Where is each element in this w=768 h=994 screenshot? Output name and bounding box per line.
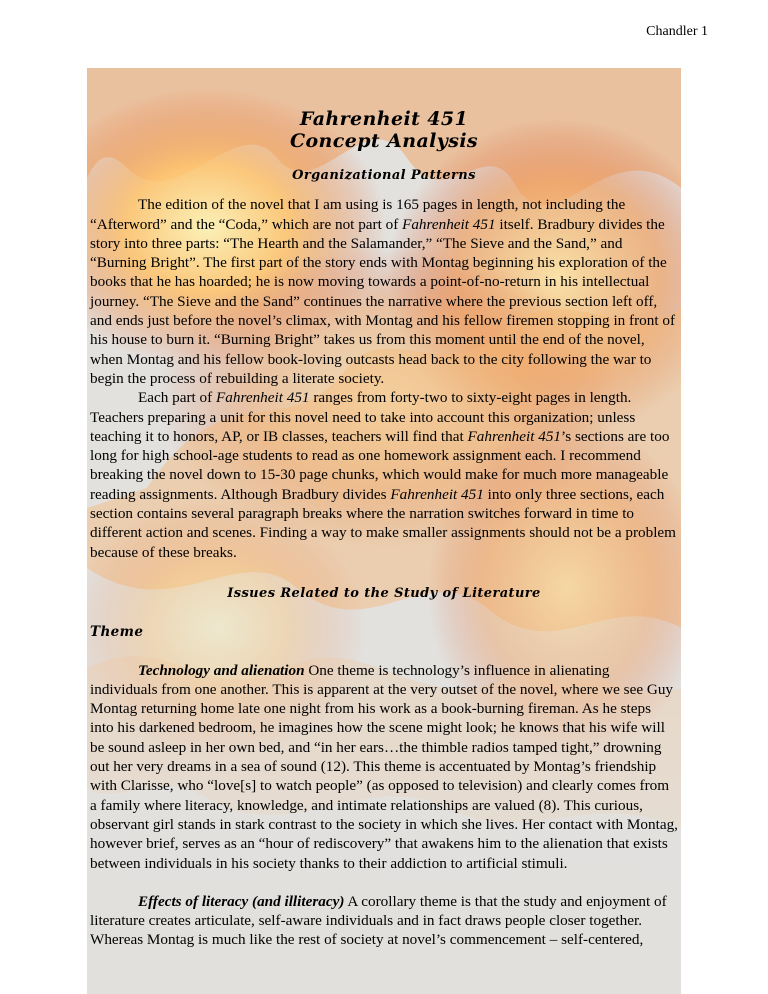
paragraph-section-lengths: Each part of Fahrenheit 451 ranges from forty-two to sixty-eight pages in length. Teachers preparing a unit for this novel need to take into account this organization; unless teaching it to honors, AP, or IB classes, teachers will find that Fahrenheit 451’s sections are too long for high school-age students to read as one homework assignment each. I recommend breaking the novel down to 15-30 page chunks, which would make for much more manageable reading assignments. Although Bradbury divides Fahrenheit 451 into only three sections, each section contains several paragraph breaks where the narration switches forward in time to different action and scenes. Finding a way to make smaller assignments should not be a problem because of these breaks. [90,389,676,561]
theme-lead-literacy: Effects of literacy (and illiteracy) [138,892,345,910]
paragraph-effects-literacy: Effects of literacy (and illiteracy) A corollary theme is that the study and enjoyment of literature creates articulate, self-aware individuals and in fact draws people closer together. Whereas Montag is much like the rest of society at novel’s commencement – self-centered, [90,892,667,949]
title-line-1: Fahrenheit 451 [299,108,469,130]
theme-lead-technology: Technology and alienation [138,661,305,679]
subsection-heading-theme: Theme [90,624,144,641]
paragraph-technology-alienation: Technology and alienation One theme is technology’s influence in alienating individuals from one another. This is apparent at the very outset of the novel, where we see Guy Montag returning home late one night from his work as a book-burning fireman. As he steps into his darkened bedroom, he imagines how the scene might look; he knows that his wife will be sound asleep in her own bed, and “in her ears…the thimble radios tamped tight,” drowning out her very dreams in a sea of sound (12). This theme is accentuated by Montag’s friendship with Clarisse, who “love[s] to watch people” (as opposed to television) and clearly comes from a family where literacy, knowledge, and intimate relationships are valued (8). This curious, observant girl stands in stark contrast to the society in which she lives. Her contact with Montag, however brief, serves as an “hour of rediscovery” that awakens him to the alienation that exists between individuals in his society thanks to their addiction to artificial stimuli. [90,661,678,872]
page-header: Chandler 1 [646,24,708,39]
document-title [90,108,678,152]
section-heading-organizational-patterns: Organizational Patterns [292,168,476,183]
document-body [90,108,678,950]
title-line-2: Concept Analysis [289,130,479,152]
section-heading-issues: Issues Related to the Study of Literature [227,585,541,601]
paragraph-organization: The edition of the novel that I am using is 165 pages in length, not including the “Afterword” and the “Coda,” which are not part of Fahrenheit 451 itself. Bradbury divides the story into three parts: “The Hearth and the Salamander,” “The Sieve and the Sand,” and “Burning Bright”. The first part of the story ends with Montag beginning his exploration of the books that he has hoarded; he is now moving towards a point-of-no-return in his intellectual journey. “The Sieve and the Sand” continues the narrative where the previous section left off, and ends just before the novel’s climax, with Montag and his fellow firemen stopping in front of his house to burn it. “Burning Bright” takes us from this moment until the end of the novel, when Montag and his fellow book-loving outcasts head back to the city following the war to begin the process of rebuilding a literate society. [90,196,676,387]
